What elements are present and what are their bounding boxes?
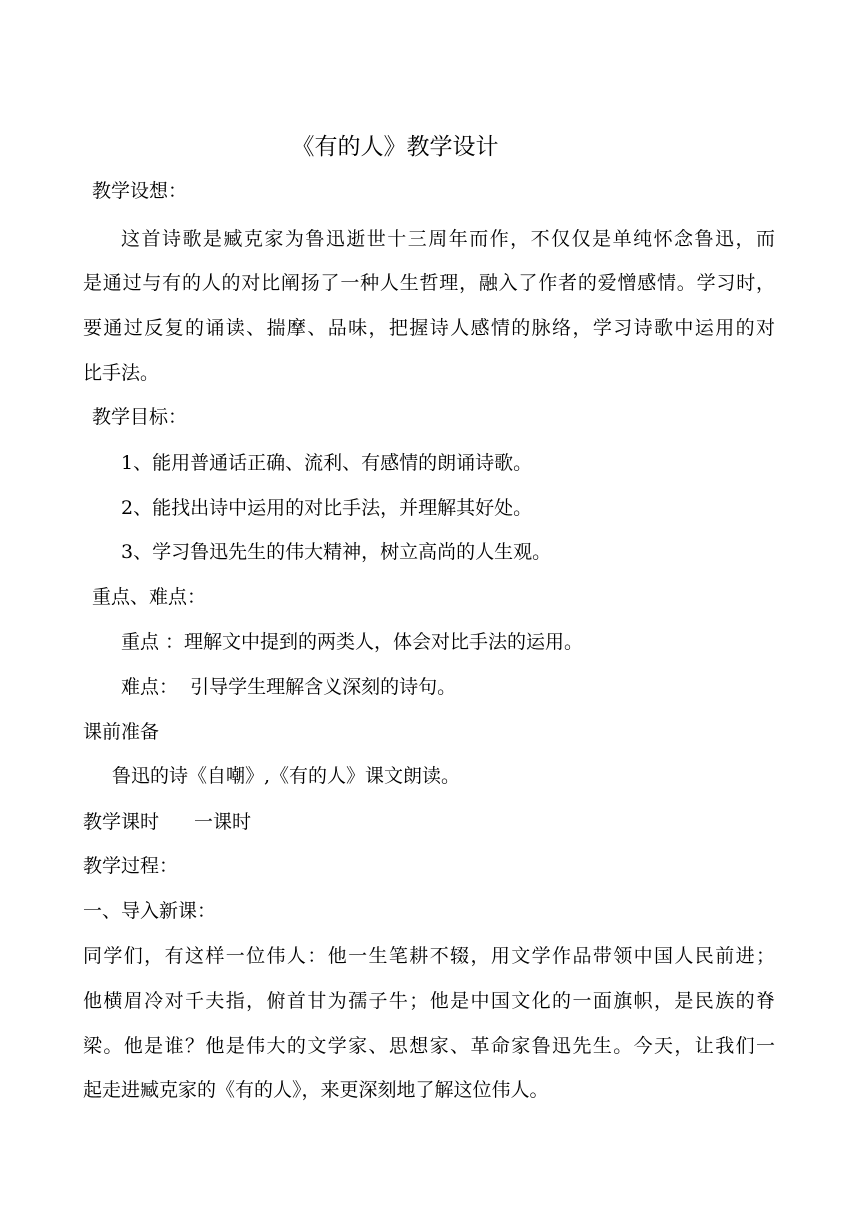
period-label: 教学课时 [83,811,160,833]
intro-paragraph-line-4: 起走进臧克家的《有的人》，来更深刻地了解这位伟人。 [83,1079,549,1101]
goal-item-2: 2、能找出诗中运用的对比手法，并理解其好处。 [121,497,533,519]
prep-content: 鲁迅的诗《自嘲》,《有的人》课文朗读。 [112,765,461,787]
goal-item-3: 3、学习鲁迅先生的伟大精神，树立高尚的人生观。 [121,541,552,563]
design-paragraph-line-2: 是通过与有的人的对比阐扬了一种人生哲理，融入了作者的爱憎感情。学习时， [83,272,775,294]
design-heading: 教学设想： [92,180,188,202]
step1-heading: 一、导入新课： [83,900,217,922]
goals-heading: 教学目标： [92,406,188,428]
intro-paragraph-line-3: 梁。他是谁？他是伟大的文学家、思想家、革命家鲁迅先生。今天，让我们一 [83,1035,775,1057]
design-paragraph-line-4: 比手法。 [83,362,160,384]
design-paragraph-line-1: 这首诗歌是臧克家为鲁迅逝世十三周年而作，不仅仅是单纯怀念鲁迅，而 [121,228,775,250]
difficult-point: 难点： 引导学生理解含义深刻的诗句。 [121,676,457,698]
intro-paragraph-line-1: 同学们，有这样一位伟人：他一生笔耕不辍，用文学作品带领中国人民前进； [83,945,775,967]
process-heading: 教学过程： [83,855,179,877]
goal-item-1: 1、能用普通话正确、流利、有感情的朗诵诗歌。 [121,452,533,474]
intro-paragraph-line-2: 他横眉冷对千夫指，俯首甘为孺子牛；他是中国文化的一面旗帜，是民族的脊 [83,990,775,1012]
design-paragraph-line-3: 要通过反复的诵读、揣摩、品味，把握诗人感情的脉络，学习诗歌中运用的对 [83,317,775,339]
key-difficult-heading: 重点、难点： [92,586,207,608]
period-value: 一课时 [194,811,252,833]
key-point: 重点 ：理解文中提到的两类人，体会对比手法的运用。 [121,631,584,653]
document-title: 《有的人》教学设计 [291,134,499,160]
prep-heading: 课前准备 [83,721,160,743]
